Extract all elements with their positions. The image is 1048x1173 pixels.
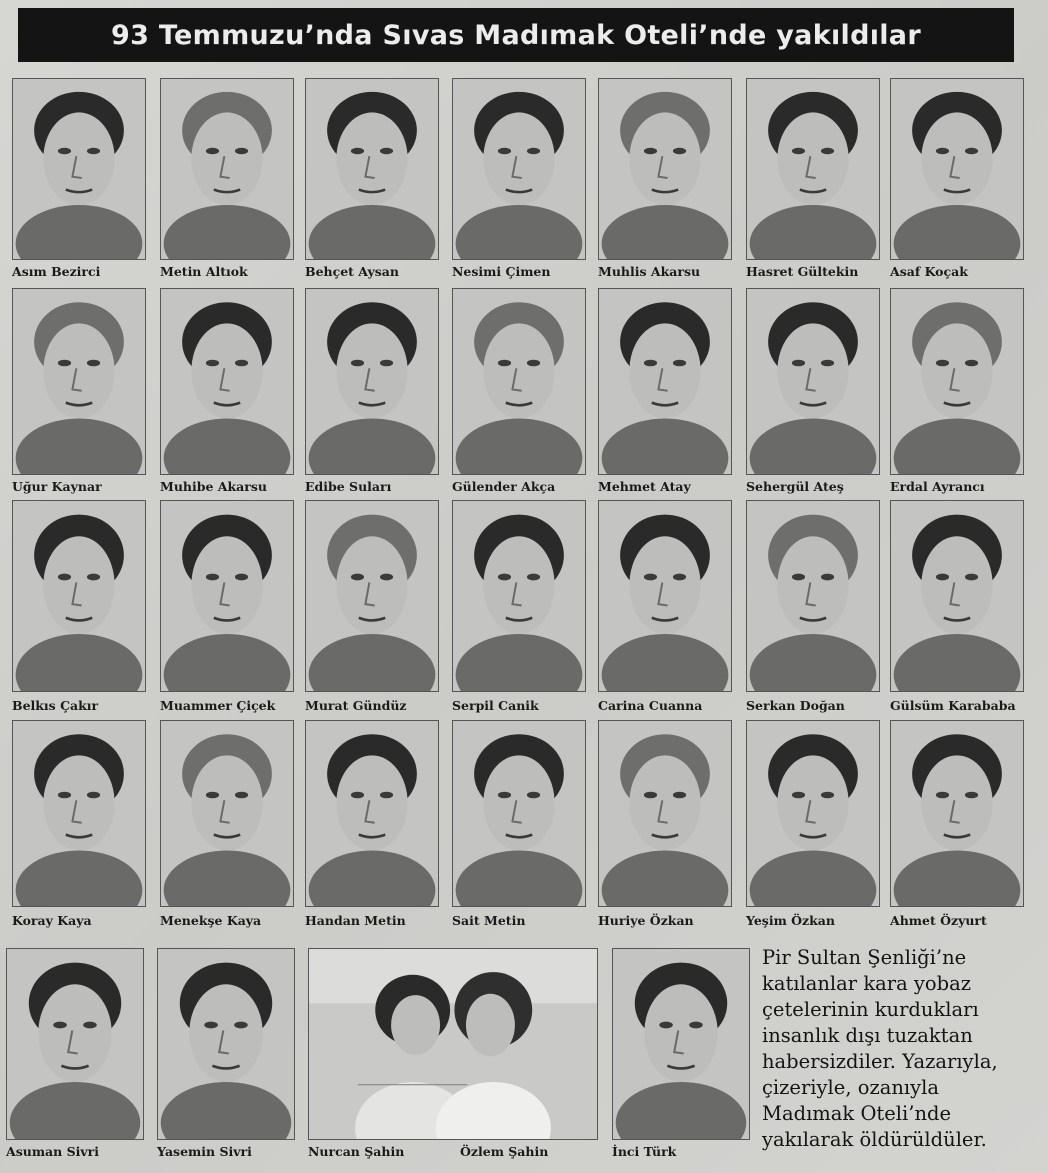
victim-photo: [746, 720, 880, 907]
victim-name: Sait Metin: [452, 913, 526, 928]
victim-name: Erdal Ayrancı: [890, 479, 985, 494]
victim-card: [746, 288, 878, 497]
caption-line: katılanlar kara yobaz: [762, 972, 972, 995]
victim-card: [746, 720, 878, 931]
victim-card: [305, 288, 437, 497]
victim-card: [12, 720, 144, 931]
victim-photo: [890, 720, 1024, 907]
victim-card: [160, 78, 292, 282]
victim-name: Yeşim Özkan: [746, 913, 835, 928]
victim-card: [12, 288, 144, 497]
victim-photo: [598, 720, 732, 907]
victim-card: [452, 288, 584, 497]
victim-name: Asuman Sivri: [6, 1144, 99, 1159]
victim-photo: [598, 500, 732, 692]
victim-card: [598, 720, 730, 931]
victim-photo: [305, 720, 439, 907]
victim-name: Metin Altıok: [160, 264, 248, 279]
victim-photo: [598, 78, 732, 260]
victim-photo: [6, 948, 144, 1140]
victim-name: Asım Bezirci: [12, 264, 101, 279]
victim-photo: [746, 500, 880, 692]
victim-card: [598, 78, 730, 282]
victim-photo: [12, 720, 146, 907]
victim-name: Murat Gündüz: [305, 698, 407, 713]
victim-name: Mehmet Atay: [598, 479, 691, 494]
victim-card: [308, 948, 596, 1162]
victim-card: [160, 288, 292, 497]
victim-name: Belkıs Çakır: [12, 698, 99, 713]
victim-photo: [452, 78, 586, 260]
victim-photo: [890, 500, 1024, 692]
caption-line: yakılarak öldürüldüler.: [762, 1128, 987, 1151]
victim-name: Koray Kaya: [12, 913, 92, 928]
victim-card: [890, 78, 1022, 282]
victim-name: İnci Türk: [612, 1144, 677, 1159]
victim-photo: [12, 500, 146, 692]
victim-card: [157, 948, 293, 1162]
victim-photo: [598, 288, 732, 475]
victim-card: [746, 78, 878, 282]
caption-text: [762, 945, 1042, 1153]
victim-name: Sehergül Ateş: [746, 479, 844, 494]
victim-name: Handan Metin: [305, 913, 406, 928]
caption-line: çetelerinin kurdukları: [762, 998, 979, 1021]
victim-photo: [160, 78, 294, 260]
victim-card: [452, 78, 584, 282]
victim-photo: [452, 720, 586, 907]
victim-name: Serkan Doğan: [746, 698, 845, 713]
headline-banner: [18, 8, 1014, 62]
victim-card: [452, 500, 584, 716]
victim-photo: [12, 288, 146, 475]
victim-card: [12, 78, 144, 282]
victim-card: [890, 288, 1022, 497]
victim-name: Hasret Gültekin: [746, 264, 859, 279]
victim-name: Carina Cuanna: [598, 698, 703, 713]
victim-photo: [305, 78, 439, 260]
victim-name: Serpil Canik: [452, 698, 539, 713]
victim-name: Nesimi Çimen: [452, 264, 551, 279]
victim-name: Behçet Aysan: [305, 264, 399, 279]
victim-photo: [890, 78, 1024, 260]
caption-line: Pir Sultan Şenliği’ne: [762, 946, 967, 969]
victim-name: Menekşe Kaya: [160, 913, 262, 928]
victim-card: [598, 500, 730, 716]
victim-name: Muhibe Akarsu: [160, 479, 267, 494]
victim-name: Gülender Akça: [452, 479, 556, 494]
caption-line: Madımak Oteli’nde: [762, 1102, 952, 1125]
victim-name: Edibe Suları: [305, 479, 392, 494]
victim-photo: [452, 500, 586, 692]
victim-name: Muhlis Akarsu: [598, 264, 701, 279]
caption-line: habersizdiler. Yazarıyla,: [762, 1050, 998, 1073]
victim-photo: [452, 288, 586, 475]
victim-card: [305, 500, 437, 716]
victim-name: Muammer Çiçek: [160, 698, 276, 713]
victim-photo: [890, 288, 1024, 475]
victim-name: Yasemin Sivri: [157, 1144, 252, 1159]
caption-line: çizeriyle, ozanıyla: [762, 1076, 940, 1099]
victim-card: [598, 288, 730, 497]
headline-title: 93 Temmuzu’nda Sıvas Madımak Oteli’nde yakıldılar: [111, 19, 921, 51]
victim-photo: [612, 948, 750, 1140]
victim-card: [452, 720, 584, 931]
victim-card: [12, 500, 144, 716]
victim-photo: [12, 78, 146, 260]
victim-photo: [305, 500, 439, 692]
victim-name: Uğur Kaynar: [12, 479, 102, 494]
victim-card: [160, 500, 292, 716]
caption-line: insanlık dışı tuzaktan: [762, 1024, 973, 1047]
victim-name: Nurcan Şahin: [308, 1144, 405, 1159]
victim-name: Özlem Şahin: [460, 1144, 549, 1159]
victim-photo: [160, 500, 294, 692]
victim-photo: [160, 720, 294, 907]
victim-card: [305, 720, 437, 931]
victim-card: [6, 948, 142, 1162]
victim-card: [305, 78, 437, 282]
victim-card: [890, 720, 1022, 931]
victim-name: Gülsüm Karababa: [890, 698, 1016, 713]
victim-photo: [746, 288, 880, 475]
victim-photo: [157, 948, 295, 1140]
victim-name: Huriye Özkan: [598, 913, 694, 928]
victim-photo: [305, 288, 439, 475]
victim-card: [160, 720, 292, 931]
victim-card: [890, 500, 1022, 716]
victim-photo: [160, 288, 294, 475]
victim-photo: [746, 78, 880, 260]
victim-name: Ahmet Özyurt: [890, 913, 987, 928]
victim-card: [612, 948, 748, 1162]
victim-card: [746, 500, 878, 716]
victim-name: Asaf Koçak: [890, 264, 968, 279]
